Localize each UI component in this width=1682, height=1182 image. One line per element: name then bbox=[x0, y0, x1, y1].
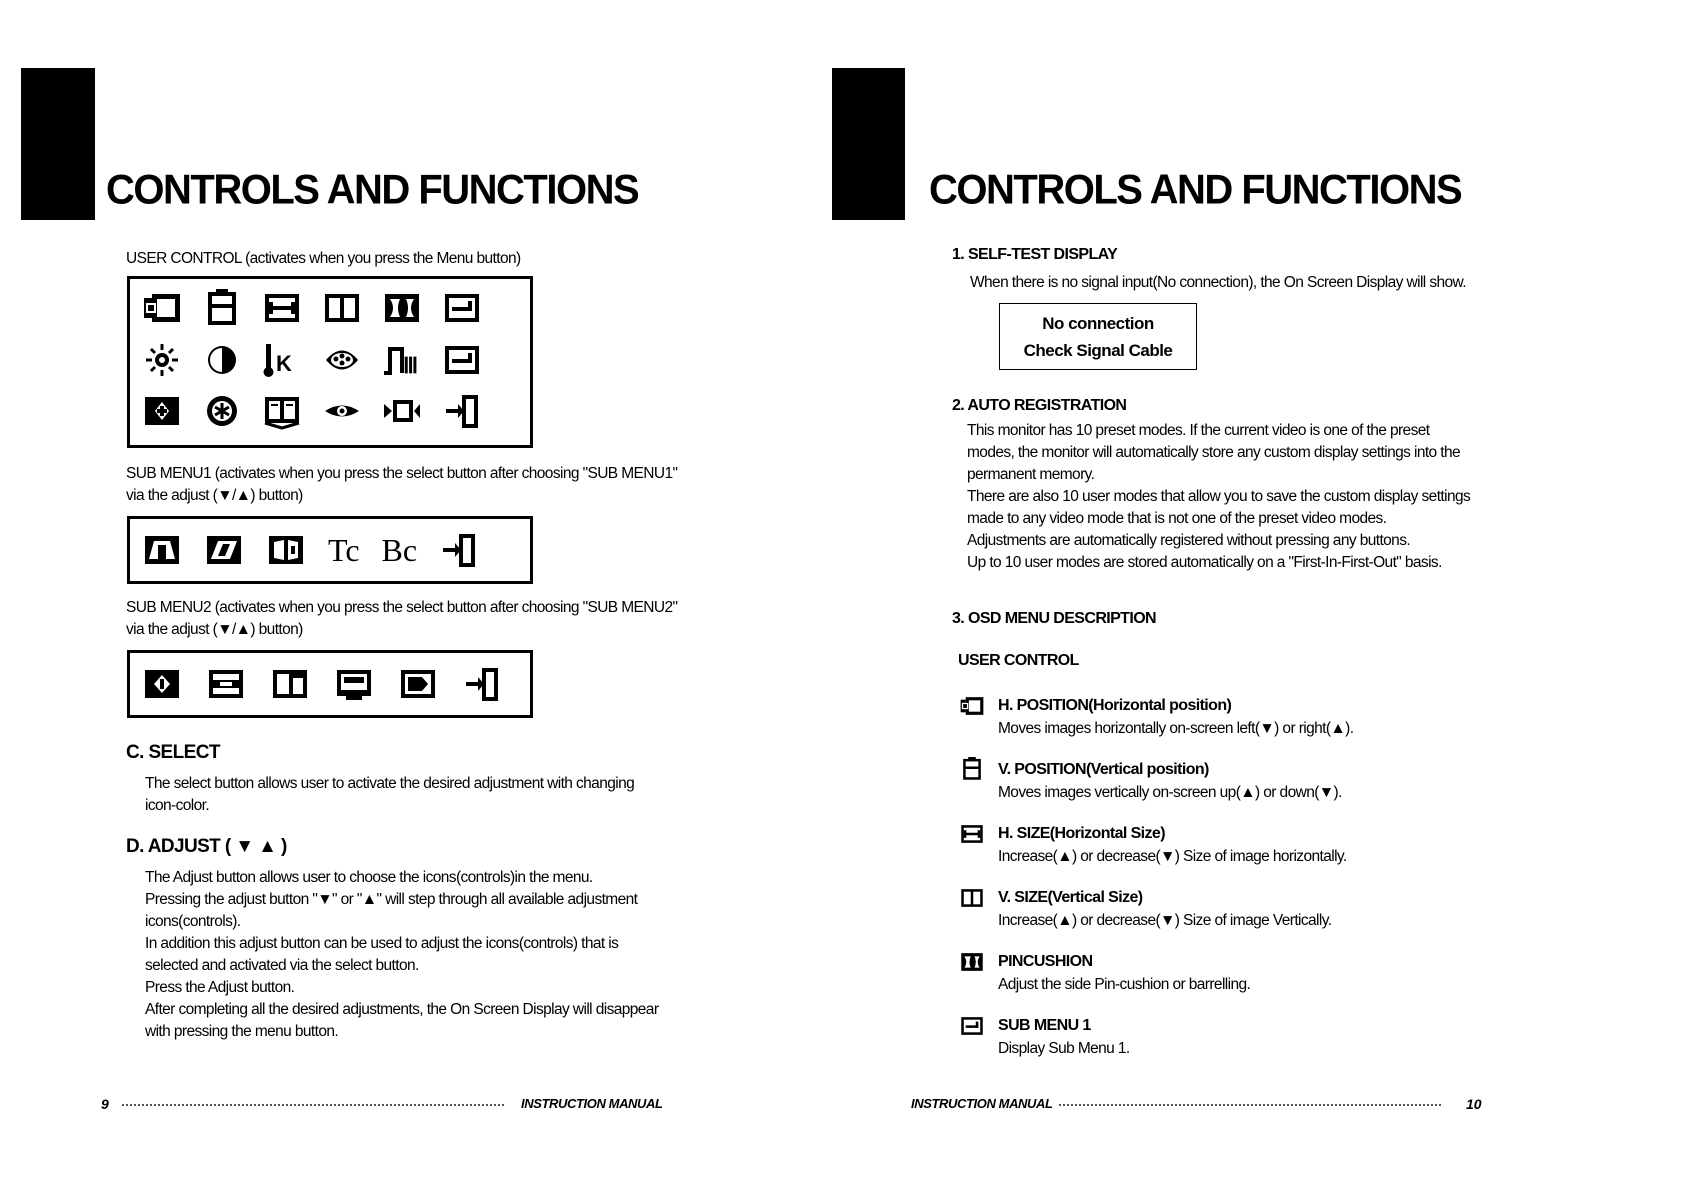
sub-menu2-caption-line2: via the adjust (▼/▲) button) bbox=[126, 621, 303, 638]
v-position-icon bbox=[957, 757, 987, 781]
user-control-icon-panel bbox=[127, 276, 533, 448]
item-desc: Adjust the side Pin-cushion or barrelling. bbox=[998, 976, 1251, 993]
svg-text:K: K bbox=[276, 351, 292, 376]
user-control-heading: USER CONTROL bbox=[958, 652, 1079, 669]
v-moire-icon bbox=[270, 665, 310, 703]
right-page bbox=[841, 0, 1682, 1182]
exit-icon bbox=[442, 392, 482, 430]
item-desc: Increase(▲) or decrease(▼) Size of image horizontally. bbox=[998, 848, 1347, 865]
self-test-body: When there is no signal input(No connection), the On Screen Display will show. bbox=[970, 274, 1466, 291]
screen-icon bbox=[334, 665, 374, 703]
color-icon bbox=[322, 341, 362, 379]
recall-icon bbox=[142, 392, 182, 430]
osd-view-icon bbox=[322, 392, 362, 430]
adjust-line: selected and activated via the select button. bbox=[145, 957, 419, 974]
auto-reg-line: Up to 10 user modes are stored automatically on a "First-In-First-Out" basis. bbox=[967, 554, 1442, 571]
item-title: H. POSITION(Horizontal position) bbox=[998, 697, 1232, 714]
osd-line1: No connection bbox=[1042, 314, 1154, 333]
color-temperature-icon bbox=[262, 341, 302, 379]
page-title: CONTROLS AND FUNCTIONS bbox=[929, 166, 1462, 214]
degauss-icon bbox=[202, 392, 242, 430]
sub-menu1-icon bbox=[442, 289, 482, 327]
v-position-icon bbox=[202, 289, 242, 327]
sub-menu1-icon bbox=[957, 1014, 987, 1038]
adjust-line: In addition this adjust button can be used to adjust the icons(controls) that is bbox=[145, 935, 619, 952]
sub-menu1-caption-line2: via the adjust (▼/▲) button) bbox=[126, 487, 303, 504]
user-control-caption: USER CONTROL (activates when you press the Menu button) bbox=[126, 250, 521, 267]
item-title: PINCUSHION bbox=[998, 953, 1093, 970]
item-title: SUB MENU 1 bbox=[998, 1017, 1091, 1034]
pincushion-icon bbox=[957, 950, 987, 974]
exit-icon bbox=[439, 531, 479, 569]
sub-menu2-caption-line1: SUB MENU2 (activates when you press the select button after choosing "SUB MENU2" bbox=[126, 599, 678, 616]
auto-reg-line: permanent memory. bbox=[967, 466, 1095, 483]
no-connection-osd bbox=[999, 303, 1197, 370]
h-size-icon bbox=[957, 822, 987, 846]
adjust-line: Pressing the adjust button "▼" or "▲" will step through all available adjustment bbox=[145, 891, 638, 908]
h-position-icon bbox=[957, 694, 987, 718]
auto-reg-line: There are also 10 user modes that allow you to save the custom display settings bbox=[967, 488, 1471, 505]
page-number: 9 bbox=[101, 1096, 109, 1112]
item-desc: Moves images horizontally on-screen left(▼) or right(▲). bbox=[998, 720, 1354, 737]
auto-reg-line: modes, the monitor will automatically store any custom display settings into the bbox=[967, 444, 1461, 461]
adjust-line: After completing all the desired adjustments, the On Screen Display will disappear bbox=[145, 1001, 659, 1018]
item-title: V. POSITION(Vertical position) bbox=[998, 761, 1209, 778]
page-number: 10 bbox=[1466, 1096, 1482, 1112]
footer-dots bbox=[122, 1104, 504, 1106]
svg-text:Ⅲ: Ⅲ bbox=[403, 353, 419, 378]
brightness-icon bbox=[142, 341, 182, 379]
footer-label: INSTRUCTION MANUAL bbox=[521, 1096, 663, 1111]
item-desc: Increase(▲) or decrease(▼) Size of image Vertically. bbox=[998, 912, 1332, 929]
osd-line2: Check Signal Cable bbox=[1023, 341, 1173, 360]
select-body: The select button allows user to activate the desired adjustment with changing icon-color. bbox=[145, 775, 635, 814]
contrast-icon bbox=[202, 341, 242, 379]
recall-icon bbox=[142, 665, 182, 703]
item-desc: Display Sub Menu 1. bbox=[998, 1040, 1130, 1057]
sub-menu2-icon-panel bbox=[127, 650, 533, 718]
h-moire-icon bbox=[206, 665, 246, 703]
v-size-icon bbox=[322, 289, 362, 327]
sub-menu1-caption-line1: SUB MENU1 (activates when you press the select button after choosing "SUB MENU1" bbox=[126, 465, 678, 482]
select-heading: C. SELECT bbox=[126, 742, 220, 763]
language-icon bbox=[262, 392, 302, 430]
section-tab bbox=[832, 68, 905, 220]
moire-icon bbox=[382, 341, 422, 379]
auto-reg-line: Adjustments are automatically registered without pressing any buttons. bbox=[967, 532, 1411, 549]
item-title: V. SIZE(Vertical Size) bbox=[998, 889, 1143, 906]
v-size-icon bbox=[957, 886, 987, 910]
adjust-line: Press the Adjust button. bbox=[145, 979, 295, 996]
auto-registration-body bbox=[967, 420, 1470, 574]
top-trapezoid-icon bbox=[142, 531, 182, 569]
bc-label: Bc bbox=[381, 531, 418, 568]
monitor-info-icon bbox=[398, 665, 438, 703]
exit-icon bbox=[462, 665, 502, 703]
adjust-line: with pressing the menu button. bbox=[145, 1023, 339, 1040]
video-mode-icon bbox=[382, 392, 422, 430]
pincushion-icon bbox=[382, 289, 422, 327]
footer-dots bbox=[1059, 1104, 1441, 1106]
footer-label: INSTRUCTION MANUAL bbox=[911, 1096, 1053, 1111]
adjust-body bbox=[145, 867, 658, 1043]
self-test-heading: 1. SELF-TEST DISPLAY bbox=[952, 246, 1118, 263]
tc-label: Tc bbox=[328, 531, 360, 568]
item-title: H. SIZE(Horizontal Size) bbox=[998, 825, 1165, 842]
h-position-icon bbox=[142, 289, 182, 327]
sub-menu1-icon-panel bbox=[127, 516, 533, 584]
osd-menu-heading: 3. OSD MENU DESCRIPTION bbox=[952, 610, 1157, 627]
adjust-heading: D. ADJUST ( ▼ ▲ ) bbox=[126, 836, 287, 857]
auto-reg-line: made to any video mode that is not one of the preset video modes. bbox=[967, 510, 1387, 527]
section-tab bbox=[21, 68, 95, 220]
item-desc: Moves images vertically on-screen up(▲) or down(▼). bbox=[998, 784, 1342, 801]
rotation-icon bbox=[266, 531, 306, 569]
auto-reg-line: This monitor has 10 preset modes. If the current video is one of the preset bbox=[967, 422, 1430, 439]
parallelogram-icon bbox=[204, 531, 244, 569]
adjust-line: icons(controls). bbox=[145, 913, 241, 930]
h-size-icon bbox=[262, 289, 302, 327]
page-title: CONTROLS AND FUNCTIONS bbox=[106, 166, 639, 214]
auto-registration-heading: 2. AUTO REGISTRATION bbox=[952, 397, 1127, 414]
sub-menu2-icon bbox=[442, 341, 482, 379]
adjust-line: The Adjust button allows user to choose the icons(controls)in the menu. bbox=[145, 869, 593, 886]
